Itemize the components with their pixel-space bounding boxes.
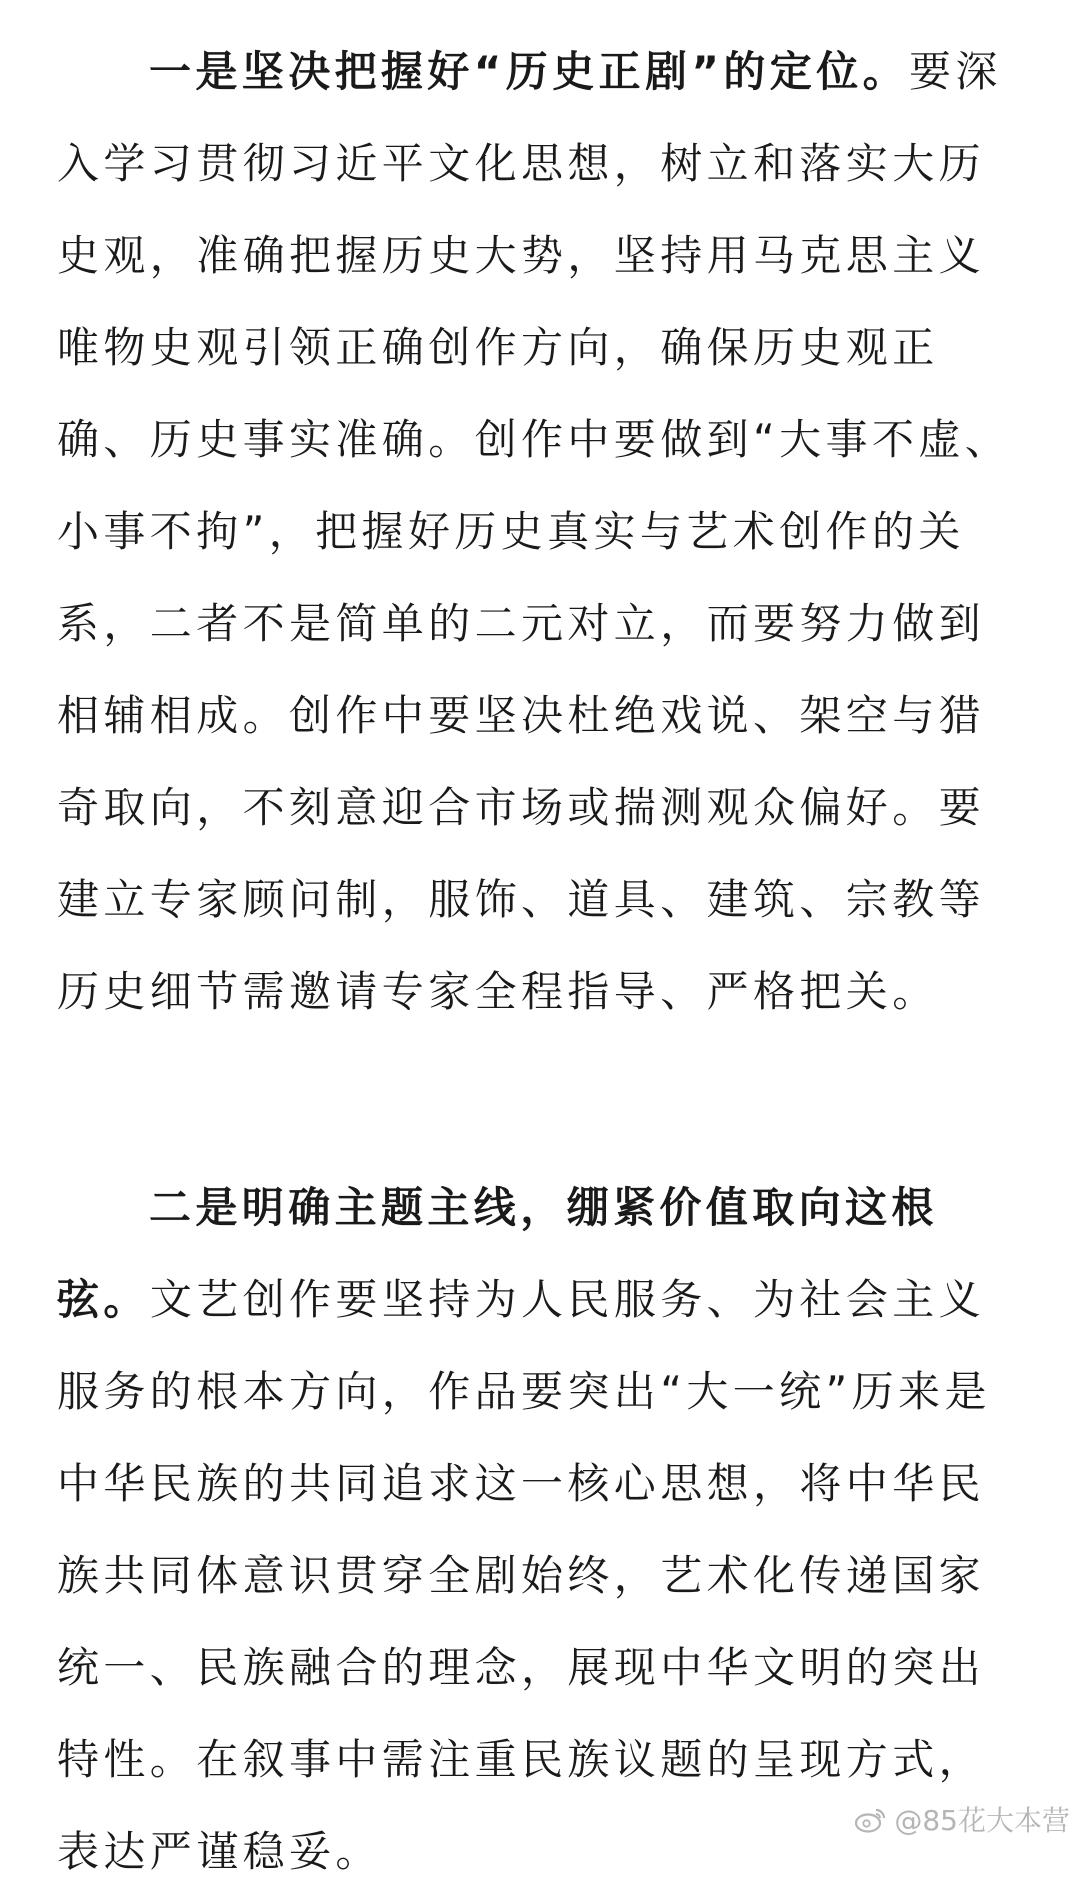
text-line: 族共同体意识贯穿全剧始终，艺术化传递国家 [57, 1551, 986, 1600]
text-line: 中华民族的共同追求这一核心思想，将中华民 [57, 1459, 986, 1508]
text-line: 特性。在叙事中需注重民族议题的呈现方式， [57, 1735, 986, 1784]
watermark [854, 1799, 1070, 1839]
text-line: 唯物史观引领正确创作方向，确保历史观正 [57, 323, 939, 372]
text-line: 表达严谨稳妥。 [57, 1827, 382, 1876]
text-line [57, 1254, 1023, 1346]
text-line: 确、历史事实准确。创作中要做到“大事不虚、 [57, 415, 1012, 464]
document-body [57, 26, 1023, 1898]
line-text: 文艺创作要坚持为人民服务、为社会主义 [149, 1275, 986, 1324]
text-line: 奇取向，不刻意迎合市场或揣测观众偏好。要 [57, 783, 986, 832]
text-line: 建立专家顾问制，服饰、道具、建筑、宗教等 [57, 875, 986, 924]
text-line: 相辅相成。创作中要坚决杜绝戏说、架空与猎 [57, 691, 986, 740]
weibo-icon [854, 1804, 888, 1834]
text-line [57, 26, 1023, 118]
text-line: 历史细节需邀请专家全程指导、严格把关。 [57, 967, 939, 1016]
text-line: 史观，准确把握历史大势，坚持用马克思主义 [57, 231, 986, 280]
line-text: 要深 [909, 47, 1002, 96]
text-line: 小事不拘”，把握好历史真实与艺术创作的关 [57, 507, 965, 556]
text-line: 系，二者不是简单的二元对立，而要努力做到 [57, 599, 986, 648]
paragraph-2 [57, 1162, 1023, 1898]
text-line: 服务的根本方向，作品要突出“大一统”历来是 [57, 1367, 991, 1416]
text-line: 统一、民族融合的理念，展现中华文明的突出 [57, 1643, 986, 1692]
paragraph-lead-end: 弦。 [57, 1275, 150, 1324]
paragraph-lead: 二是明确主题主线，绷紧价值取向这根 [149, 1183, 938, 1232]
watermark-text: @85花大本营 [894, 1804, 1070, 1837]
paragraph-spacer [57, 1038, 1023, 1162]
text-line: 入学习贯彻习近平文化思想，树立和落实大历 [57, 139, 986, 188]
paragraph-lead: 一是坚决把握好“历史正剧”的定位。 [149, 47, 910, 96]
paragraph-1 [57, 26, 1023, 1038]
